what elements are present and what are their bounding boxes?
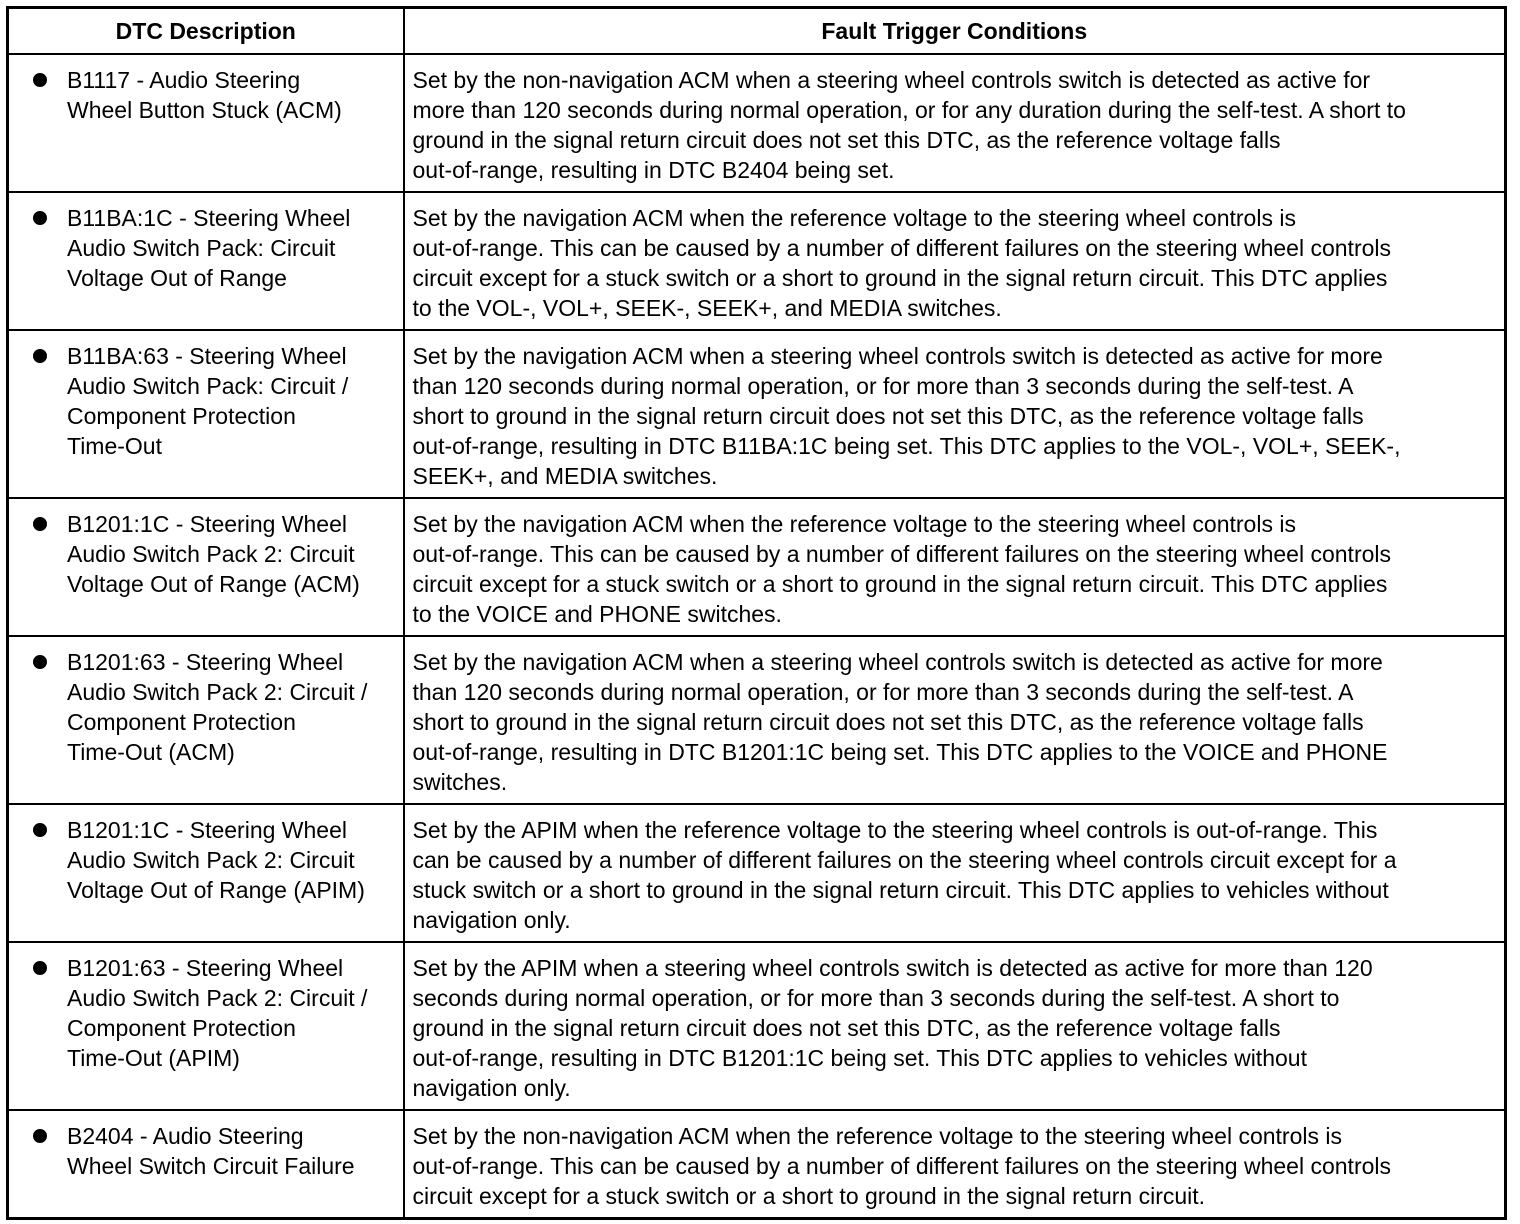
- dtc-description-text: B1201:1C - Steering Wheel Audio Switch Pack 2: Circuit Voltage Out of Range (APIM): [67, 817, 365, 903]
- header-fault-trigger-conditions: Fault Trigger Conditions: [404, 8, 1506, 55]
- bullet-icon: [31, 65, 67, 95]
- fault-conditions-cell: [404, 942, 1506, 1110]
- bullet-icon: [31, 815, 67, 845]
- table-row: [8, 498, 1506, 636]
- dtc-description-cell: [8, 330, 404, 498]
- fault-conditions-text: Set by the navigation ACM when a steering wheel controls switch is detected as active for more than 120 seconds during normal operation, or for more than 3 seconds during the self-test. A short to ground in the signal return circuit does not set this DTC, as the reference voltage falls out-of-range, resulting in DTC B1201:1C being set. This DTC applies to the VOICE and PHONE switches.: [412, 649, 1388, 795]
- table-row: [8, 636, 1506, 804]
- dtc-description-cell: [8, 192, 404, 330]
- fault-conditions-cell: [404, 1110, 1506, 1219]
- table-row: [8, 54, 1506, 192]
- dtc-description-text: B1201:63 - Steering Wheel Audio Switch Pack 2: Circuit / Component Protection Time-Out (ACM): [67, 649, 368, 765]
- fault-conditions-cell: [404, 330, 1506, 498]
- bullet-icon: [31, 1121, 67, 1151]
- table-row: [8, 1110, 1506, 1219]
- fault-conditions-cell: [404, 54, 1506, 192]
- dtc-description-cell: [8, 636, 404, 804]
- dtc-description-text: B1201:63 - Steering Wheel Audio Switch Pack 2: Circuit / Component Protection Time-Out (APIM): [67, 955, 368, 1071]
- dtc-description-text: B11BA:63 - Steering Wheel Audio Switch Pack: Circuit / Component Protection Time-Out: [67, 343, 349, 459]
- dtc-description-text: B1117 - Audio Steering Wheel Button Stuck (ACM): [67, 67, 342, 123]
- header-dtc-description: DTC Description: [8, 8, 404, 55]
- bullet-icon: [31, 341, 67, 371]
- dtc-description-text: B2404 - Audio Steering Wheel Switch Circuit Failure: [67, 1123, 355, 1179]
- fault-conditions-cell: [404, 804, 1506, 942]
- bullet-icon: [31, 953, 67, 983]
- bullet-icon: [31, 647, 67, 677]
- dtc-table: [6, 6, 1507, 1220]
- table-row: [8, 804, 1506, 942]
- fault-conditions-text: Set by the navigation ACM when the reference voltage to the steering wheel controls is out-of-range. This can be caused by a number of different failures on the steering wheel controls circuit except for a stuck switch or a short to ground in the signal return circuit. This DTC applies to the VOL-, VOL+, SEEK-, SEEK+, and MEDIA switches.: [412, 205, 1391, 321]
- dtc-description-cell: [8, 804, 404, 942]
- dtc-description-cell: [8, 498, 404, 636]
- fault-conditions-text: Set by the APIM when the reference voltage to the steering wheel controls is out-of-range. This can be caused by a number of different failures on the steering wheel controls circuit except for a stuck switch or a short to ground in the signal return circuit. This DTC applies to vehicles without navigation only.: [412, 817, 1397, 933]
- dtc-description-cell: [8, 1110, 404, 1219]
- fault-conditions-cell: [404, 498, 1506, 636]
- table-row: [8, 192, 1506, 330]
- dtc-description-cell: [8, 942, 404, 1110]
- dtc-description-cell: [8, 54, 404, 192]
- bullet-icon: [31, 203, 67, 233]
- fault-conditions-text: Set by the non-navigation ACM when the reference voltage to the steering wheel controls is out-of-range. This can be caused by a number of different failures on the steering wheel controls circuit except for a stuck switch or a short to ground in the signal return circuit.: [412, 1123, 1391, 1209]
- fault-conditions-text: Set by the navigation ACM when the reference voltage to the steering wheel controls is out-of-range. This can be caused by a number of different failures on the steering wheel controls circuit except for a stuck switch or a short to ground in the signal return circuit. This DTC applies to the VOICE and PHONE switches.: [412, 511, 1391, 627]
- bullet-icon: [31, 509, 67, 539]
- dtc-description-text: B1201:1C - Steering Wheel Audio Switch Pack 2: Circuit Voltage Out of Range (ACM): [67, 511, 360, 597]
- table-row: [8, 942, 1506, 1110]
- fault-conditions-cell: [404, 636, 1506, 804]
- fault-conditions-text: Set by the navigation ACM when a steering wheel controls switch is detected as active for more than 120 seconds during normal operation, or for more than 3 seconds during the self-test. A short to ground in the signal return circuit does not set this DTC, as the reference voltage falls out-of-range, resulting in DTC B11BA:1C being set. This DTC applies to the VOL-, VOL+, SEEK-, SEEK+, and MEDIA switches.: [412, 343, 1401, 489]
- table-body: [8, 54, 1506, 1219]
- table-header: [8, 8, 1506, 55]
- fault-conditions-cell: [404, 192, 1506, 330]
- table-row: [8, 330, 1506, 498]
- dtc-description-text: B11BA:1C - Steering Wheel Audio Switch Pack: Circuit Voltage Out of Range: [67, 205, 351, 291]
- fault-conditions-text: Set by the APIM when a steering wheel controls switch is detected as active for more than 120 seconds during normal operation, or for more than 3 seconds during the self-test. A short to ground in the signal return circuit does not set this DTC, as the reference voltage falls out-of-range, resulting in DTC B1201:1C being set. This DTC applies to vehicles without navigation only.: [412, 955, 1373, 1101]
- fault-conditions-text: Set by the non-navigation ACM when a steering wheel controls switch is detected as active for more than 120 seconds during normal operation, or for any duration during the self-test. A short to ground in the signal return circuit does not set this DTC, as the reference voltage falls out-of-range, resulting in DTC B2404 being set.: [412, 67, 1406, 183]
- header-row: [8, 8, 1506, 55]
